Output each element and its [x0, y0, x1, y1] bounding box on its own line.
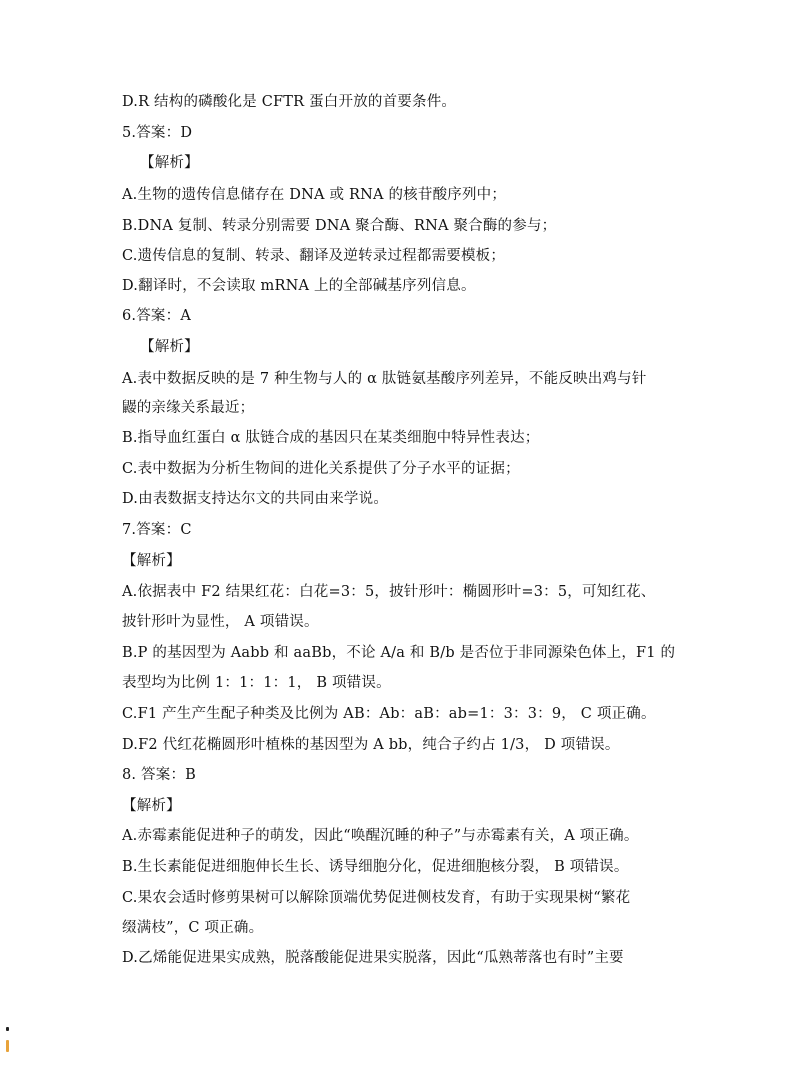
analysis-heading-q7: 【解析】 — [122, 553, 181, 569]
option-d-q4: D.R 结构的磷酸化是 CFTR 蛋白开放的首要条件。 — [122, 94, 457, 110]
answer-q5: 5.答案：D — [122, 125, 193, 141]
analysis-q8-d: D.乙烯能促进果实成熟，脱落酸能促进果实脱落，因此“瓜熟蒂落也有时”主要 — [122, 950, 624, 966]
analysis-q6-a: A.表中数据反映的是 7 种生物与人的 α 肽链氨基酸序列差异，不能反映出鸡与针 — [122, 371, 647, 387]
analysis-q5-d: D.翻译时，不会读取 mRNA 上的全部碱基序列信息。 — [122, 278, 476, 294]
analysis-q8-c: C.果农会适时修剪果树可以解除顶端优势促进侧枝发育，有助于实现果树“繁花 — [122, 890, 631, 906]
analysis-q7-d: D.F2 代红花椭圆形叶植株的基因型为 A bb，纯合子约占 1/3， D 项错误。 — [122, 737, 620, 753]
answer-q8: 8. 答案：B — [122, 767, 196, 783]
analysis-q5-a: A.生物的遗传信息储存在 DNA 或 RNA 的核苷酸序列中； — [122, 187, 507, 203]
analysis-q6-a-cont: 鼹的亲缘关系最近； — [122, 400, 255, 416]
analysis-q7-a-cont: 披针形叶为显性， A 项错误。 — [122, 614, 319, 630]
analysis-q8-b: B.生长素能促进细胞伸长生长、诱导细胞分化，促进细胞核分裂， B 项错误。 — [122, 859, 629, 875]
edge-marker-dark — [6, 1027, 9, 1031]
analysis-q7-b-cont: 表型均为比例 1：1：1：1， B 项错误。 — [122, 675, 391, 691]
analysis-q5-c: C.遗传信息的复制、转录、翻译及逆转录过程都需要模板； — [122, 248, 506, 264]
analysis-q5-b: B.DNA 复制、转录分别需要 DNA 聚合酶、RNA 聚合酶的参与； — [122, 218, 557, 234]
edge-marker-orange — [6, 1040, 9, 1052]
analysis-q7-a: A.依据表中 F2 结果红花：白花=3：5，披针形叶：椭圆形叶=3：5，可知红花、 — [122, 584, 656, 600]
analysis-heading-q6: 【解析】 — [140, 339, 199, 355]
analysis-q6-b: B.指导血红蛋白 α 肽链合成的基因只在某类细胞中特异性表达； — [122, 430, 540, 446]
analysis-q8-c-cont: 缀满枝”，C 项正确。 — [122, 920, 264, 936]
analysis-heading-q8: 【解析】 — [122, 798, 181, 814]
analysis-heading-q5: 【解析】 — [140, 155, 199, 171]
answer-q6: 6.答案：A — [122, 308, 192, 324]
answer-q7: 7.答案：C — [122, 522, 192, 538]
analysis-q7-b: B.P 的基因型为 Aabb 和 aaBb，不论 A/a 和 B/b 是否位于非同源染色体上，F1 的 — [122, 645, 676, 661]
analysis-q6-c: C.表中数据为分析生物间的进化关系提供了分子水平的证据； — [122, 461, 520, 477]
analysis-q8-a: A.赤霉素能促进种子的萌发，因此“唤醒沉睡的种子”与赤霉素有关，A 项正确。 — [122, 828, 639, 844]
analysis-q7-c: C.F1 产生产生配子种类及比例为 AB：Ab：aB：ab=1：3：3：9， C 项正确。 — [122, 706, 656, 722]
analysis-q6-d: D.由表数据支持达尔文的共同由来学说。 — [122, 491, 389, 507]
